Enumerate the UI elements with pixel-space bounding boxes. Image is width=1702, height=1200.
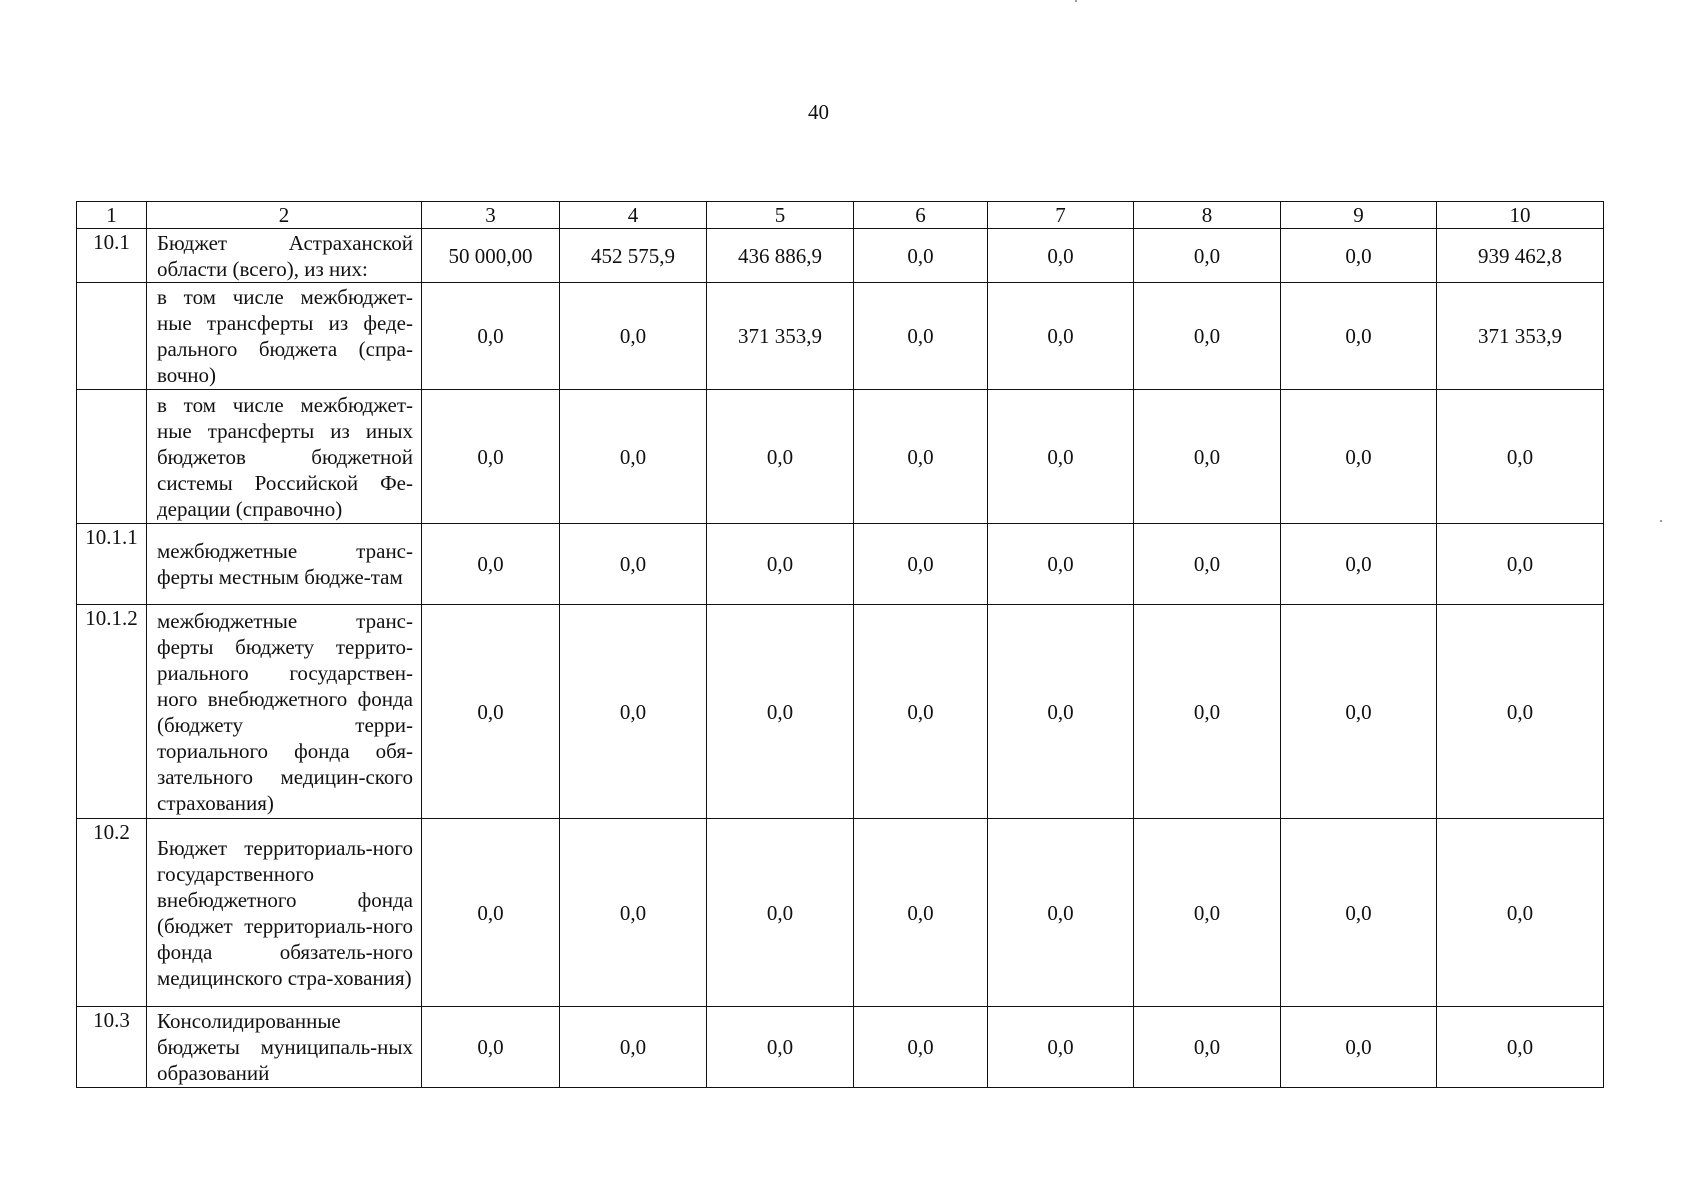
row-name: межбюджетные транс-ферты местным бюдже-там (147, 524, 422, 605)
value-cell: 0,0 (988, 1007, 1134, 1088)
value-cell: 0,0 (422, 819, 560, 1007)
column-header-2: 2 (147, 202, 422, 229)
value-cell: 0,0 (1134, 524, 1281, 605)
value-cell: 0,0 (854, 283, 988, 390)
row-number (77, 390, 147, 524)
value-cell: 50 000,00 (422, 229, 560, 283)
value-cell: 452 575,9 (560, 229, 707, 283)
value-cell: 0,0 (1281, 229, 1437, 283)
value-cell: 0,0 (988, 605, 1134, 819)
value-cell: 0,0 (422, 283, 560, 390)
table-row-10-1 (77, 229, 1604, 283)
value-cell: 0,0 (854, 1007, 988, 1088)
value-cell: 0,0 (854, 605, 988, 819)
value-cell: 0,0 (422, 524, 560, 605)
value-cell: 0,0 (560, 1007, 707, 1088)
value-cell: 0,0 (1281, 1007, 1437, 1088)
column-header-8: 8 (1134, 202, 1281, 229)
row-name: Бюджет территориаль-ного государственного внебюджетного фонда (бюджет территориаль-ного фонда обязатель-ного медицинского стра-хования) (147, 819, 422, 1007)
table-row-10-2 (77, 819, 1604, 1007)
column-header-3: 3 (422, 202, 560, 229)
column-header-5: 5 (707, 202, 854, 229)
value-cell: 0,0 (1134, 605, 1281, 819)
value-cell: 0,0 (1281, 524, 1437, 605)
value-cell: 0,0 (854, 524, 988, 605)
row-number (77, 283, 147, 390)
value-cell: 0,0 (1134, 819, 1281, 1007)
value-cell: 0,0 (1281, 390, 1437, 524)
value-cell: 0,0 (1281, 819, 1437, 1007)
column-header-6: 6 (854, 202, 988, 229)
budget-table (76, 201, 1604, 1088)
value-cell: 0,0 (1134, 1007, 1281, 1088)
value-cell: 0,0 (1437, 819, 1604, 1007)
column-header-7: 7 (988, 202, 1134, 229)
column-header-10: 10 (1437, 202, 1604, 229)
row-name: в том числе межбюджет-ные трансферты из феде-рального бюджета (спра-вочно) (147, 283, 422, 390)
value-cell: 0,0 (988, 819, 1134, 1007)
value-cell: 0,0 (988, 524, 1134, 605)
value-cell: 0,0 (560, 605, 707, 819)
row-number: 10.2 (77, 819, 147, 1007)
row-name: Консолидированные бюджеты муниципаль-ных образований (147, 1007, 422, 1088)
column-header-9: 9 (1281, 202, 1437, 229)
value-cell: 0,0 (988, 283, 1134, 390)
table-row-federal-transfers (77, 283, 1604, 390)
value-cell: 0,0 (1437, 605, 1604, 819)
value-cell: 0,0 (422, 1007, 560, 1088)
value-cell: 0,0 (1281, 283, 1437, 390)
value-cell: 0,0 (988, 390, 1134, 524)
value-cell: 0,0 (707, 524, 854, 605)
value-cell: 0,0 (707, 819, 854, 1007)
value-cell: 371 353,9 (1437, 283, 1604, 390)
value-cell: 0,0 (854, 229, 988, 283)
table-row-other-transfers (77, 390, 1604, 524)
value-cell: 0,0 (854, 390, 988, 524)
value-cell: 371 353,9 (707, 283, 854, 390)
value-cell: 0,0 (707, 1007, 854, 1088)
value-cell: 0,0 (1134, 229, 1281, 283)
value-cell: 436 886,9 (707, 229, 854, 283)
row-name: межбюджетные транс-ферты бюджету террито-риального государствен-ного внебюджетного фонда (бюджету терри-ториального фонда обя-зательного медицин-ского страхования) (147, 605, 422, 819)
scan-artifact (1075, 0, 1077, 2)
value-cell: 0,0 (560, 819, 707, 1007)
value-cell: 0,0 (560, 390, 707, 524)
value-cell: 0,0 (988, 229, 1134, 283)
table-row-10-1-2 (77, 605, 1604, 819)
value-cell: 0,0 (560, 283, 707, 390)
row-number: 10.1.1 (77, 524, 147, 605)
value-cell: 0,0 (1437, 524, 1604, 605)
column-header-4: 4 (560, 202, 707, 229)
page-number: 40 (808, 100, 829, 124)
row-name: Бюджет Астраханской области (всего), из них: (147, 229, 422, 283)
value-cell: 0,0 (707, 605, 854, 819)
row-number: 10.3 (77, 1007, 147, 1088)
scan-artifact (1660, 520, 1662, 522)
value-cell: 939 462,8 (1437, 229, 1604, 283)
value-cell: 0,0 (1281, 605, 1437, 819)
value-cell: 0,0 (422, 390, 560, 524)
header-row (77, 202, 1604, 229)
table-row-10-1-1 (77, 524, 1604, 605)
row-number: 10.1 (77, 229, 147, 283)
table-row-10-3 (77, 1007, 1604, 1088)
value-cell: 0,0 (560, 524, 707, 605)
column-header-1: 1 (77, 202, 147, 229)
value-cell: 0,0 (1437, 1007, 1604, 1088)
value-cell: 0,0 (1134, 390, 1281, 524)
row-name: в том числе межбюджет-ные трансферты из иных бюджетов бюджетной системы Российской Фе-дерации (справочно) (147, 390, 422, 524)
value-cell: 0,0 (854, 819, 988, 1007)
row-number: 10.1.2 (77, 605, 147, 819)
value-cell: 0,0 (1437, 390, 1604, 524)
value-cell: 0,0 (422, 605, 560, 819)
value-cell: 0,0 (707, 390, 854, 524)
value-cell: 0,0 (1134, 283, 1281, 390)
